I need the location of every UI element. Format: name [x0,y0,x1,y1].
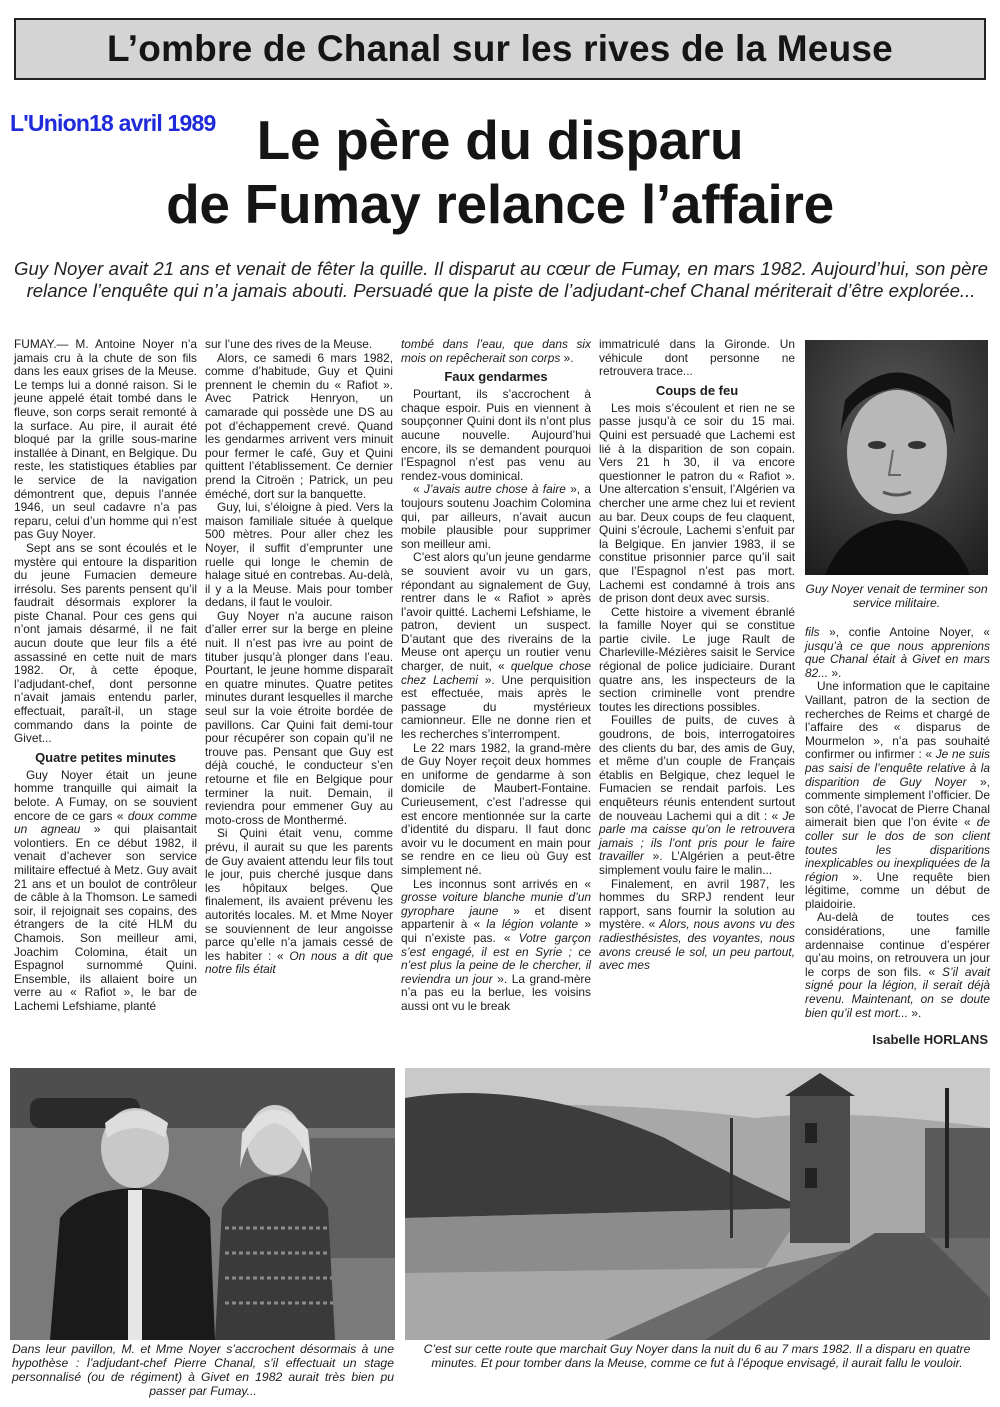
kicker-banner [14,18,986,80]
paragraph: fils », confie Antoine Noyer, « jusqu’à ce que nous apprenions que Chanal était à Givet en mars 82... ». [805,625,990,680]
road-photo [405,1068,990,1340]
headline [0,108,1000,236]
paragraph: Guy Noyer était un jeune homme tranquille qui aimait la belote. A Fumay, on se souvient encore de ce gars « doux comme un agneau » qui plaisantait volontiers. En ce début 1982, il venait d’achever son service militaire effectué à Metz. Guy avait 21 ans et un boulot de contrôleur de câble à la Thomson. Le samedi soir, il rejoignait ses copains, des étrangers de la cité HLM du Chamois. Son meilleur ami, Joachim Colomina, était un Espagnol surnommé Quini. Ensemble, ils allaient boire un verre au « Rafiot », le bar de Lachemi Lefshiame, planté [14,767,197,1013]
paragraph: « J’avais autre chose à faire », a toujours soutenu Joachim Colomina qui, par ailleurs, n’avait aucun mobile plausible pour supprimer son meilleur ami. [401,482,592,551]
headline-line-2: de Fumay relance l’affaire [166,173,834,235]
paragraph: immatriculé dans la Gironde. Un véhicule dont personne ne retrouvera trace... [599,337,795,379]
portrait-photo [805,340,988,575]
paragraph: sur l’une des rives de la Meuse. [205,337,373,351]
kicker-text: L’ombre de Chanal sur les rives de la Meuse [107,28,893,69]
paragraph: C’est alors qu’un jeune gendarme se souvient avoir vu un gars, répondant au signalement de Guy, rentrer dans le « Rafiot » après l’avoir quitté. Lachemi Lefshiame, le patron, devient un suspect. D’autant que des riverains de la Meuse ont aperçu un routier venu charger, de nuit, « quelque chose chez Lachemi ». Une perquisition est effectuée, mais après le passage du mystérieux camionneur. Elle ne donne rien et les recherches s’interrompent. [401,550,592,742]
article-column-1 [14,338,197,1014]
paragraph: FUMAY.— M. Antoine Noyer n’a jamais cru à la chute de son fils dans les eaux grises de la Meuse. Le temps lui a donné raison. Si le jeune appelé était tombé dans le fleuve, son corps serait remonté à la surface. Au pire, il aurait été bloqué par la grille sous-marine installée à Dinant, en Belgique. Du reste, les statistiques établies par le service de la navigation démontrent que, depuis l’année 1946, un seul cadavre n’a pas reparu, celui d’un homme qui n’est pas Guy Noyer. [14,337,197,542]
paragraph: Au-delà de toutes ces considérations, une famille ardennaise continue d’espérer qu’au moins, on retrouvera un jour le corps de son fils. « S’il avait signé pour la légion, il serait déjà revenu. Maintenant, on se doute bien qu’il est mort... ». [805,910,990,1020]
subheading: Coups de feu [655,382,739,398]
paragraph: Finalement, en avril 1987, les hommes du SRPJ rendent leur rapport, sans fournir la solution au mystère. « Alors, nous avons vu des radiesthésistes, des voyantes, nous avons creusé le sol, un peu partout, avec mes [599,876,796,973]
headline-line-1: Le père du disparu [256,109,744,171]
article-column-5 [805,626,990,1020]
portrait-image [805,340,988,575]
paragraph: Le 22 mars 1982, la grand-mère de Guy Noyer reçoit deux hommes en uniforme de gendarme à son domicile de Maubert-Fontaine. Curieusement, c’est l’adresse qui est encore mentionnée sur la carte d’identité du disparu. Il faut donc avoir vu le document en main pour se rendre en ce lieu où Guy est simplement né. [401,740,591,877]
subheading: Quatre petites minutes [35,749,176,765]
article-column-2 [205,338,393,977]
paragraph: tombé dans l’eau, que dans six mois on repêcherait son corps ». [401,337,591,365]
paragraph: Alors, ce samedi 6 mars 1982, comme d’habitude, Guy et Quini prennent le chemin du « Rafiot ». Avec Patrick Henryon, un camarade qui possède une DS au pot d’échappement crevé. Quand les gendarmes arrivent vers minuit pour fermer le café, Guy et Quini quittent l’établissement. Ce dernier prend la Citroën ; Patrick, un peu éméché, dort sur la banquette. [205,350,393,501]
paragraph: Cette histoire a vivement ébranlé la famille Noyer qui se constitue partie civile. Le juge Rault de Charleville-Mézières saisit le Service régional de police judiciaire. Durant quatre ans, les inspecteurs de la section criminelle vont prendre toutes les directions possibles. [599,604,795,714]
author-byline: Isabelle HORLANS [872,1032,988,1047]
couple-caption: Dans leur pavillon, M. et Mme Noyer s’accrochent désormais à une hypothèse : l’adjudant-chef Pierre Chanal, s’il effectuait un stage personnalisé (ou de régiment) à Givet en 1982 aurait très bien pu passer par Fumay... [12,1342,394,1398]
paragraph: Fouilles de puits, de cuves à goudrons, de bois, interrogatoires des clients du bar, des amis de Guy, et même d’un couple de Français établis en Belgique, chez lequel le Fumacien se rendait parfois. Les enquêteurs réunis entendent surtout de nouveau Lachemi qui a dit : « Je parle ma caisse qu’on le retrouvera jamais ; ils l’ont pris pour le faire travailler ». L’Algérien a peut-être simplement voulu faire le malin... [599,713,795,877]
subheading: Faux gendarmes [444,369,548,385]
couple-image [10,1068,395,1340]
paragraph: Les inconnus sont arrivés en « grosse voiture blanche munie d’un gyrophare jaune » et disent appartenir à « la légion volante » qui n’existe pas. « Votre garçon s’est engagé, il est en Syrie ; ce n’est plus la peine de le chercher, il reviendra un jour ». La grand-mère n’a pas eu la berlue, les voisins aussi ont vu le break [401,876,591,1013]
article-column-4 [599,338,795,973]
article-column-3 [401,338,591,1014]
paragraph: Une information que le capitaine Vaillant, patron de la section de recherches de Reims et chargé de l’affaire des « disparus de Mourmelon », n’a pas souhaité confirmer ou infirmer : « Je ne suis pas saisi de l’enquête relative à la disparition de Guy Noyer », commente simplement l’officier. De son côté, l’avocat de Pierre Chanal aimerait bien que l’on évite « de coller sur le dos de son client toutes les disparitions inexplicables ou inexpliquées de la région ». Une requête bien légitime, comme un début de plaidoirie. [805,679,990,911]
lead-paragraph: Guy Noyer avait 21 ans et venait de fêter la quille. Il disparut au cœur de Fumay, en mars 1982. Aujourd’hui, son père relance l’enquête qui n’a jamais abouti. Persuadé que la piste de l’adjudant-chef Chanal mériterait d’être explorée... [14,258,988,301]
road-caption: C’est sur cette route que marchait Guy Noyer dans la nuit du 6 au 7 mars 1982. Il a disparu en quatre minutes. Et pour tomber dans la Meuse, comme ce fut à l’époque envisagé, il aurait fallu le vouloir. [423,1342,971,1370]
paragraph: Guy Noyer n’a aucune raison d’aller errer sur la berge en pleine nuit. Il n’est pas ivre au point de tituber jusqu’à plonger dans l’eau. Pourtant, le jeune homme disparaît en quatre minutes. Quatre petites minutes durant lesquelles il marche seul sur la voie étroite bordée de pavillons. Car Quini fait demi-tour pour récupérer son copain qu’il ne trouve pas. Pensant que Guy est déjà couché, le conducteur s’en retourne et file en Belgique pour terminer la nuit. Demain, il reviendra pour emmener Guy au moto-cross de Monthermé. [205,608,393,827]
paragraph: Guy, lui, s’éloigne à pied. Vers la maison familiale située à quelque 500 mètres. Pour aller chez les Noyer, il suffit d’emprunter une ruelle qui longe le chemin de halage situé en contrebas. Au-delà, il y a la Meuse. Mais pour tomber dedans, il faut le vouloir. [205,500,393,610]
portrait-caption: Guy Noyer venait de terminer son service militaire. [805,582,988,610]
road-image [405,1068,990,1340]
paragraph: Pourtant, ils s’accrochent à chaque espoir. Puis en viennent à soupçonner Quini dont ils n’ont plus aucune nouvelle. Aujourd’hui encore, ils se demandent pourquoi l’Espagnol n’est pas venu au rendez-vous dominical. [401,387,591,483]
paragraph: Les mois s’écoulent et rien ne se passe jusqu’à ce soir du 15 mai. Quini est persuadé que Lachemi est lié à la disparition de son copain. Vers 21 h 30, il va encore questionner le patron du « Rafiot ». Une altercation s’ensuit, l’Algérien va chercher une arme chez lui et revient au bar. Deux coups de feu claquent, Quini s’écroule, Lachemi s’enfuit par la Belgique. En janvier 1983, il se constitue prisonnier parce qu’il sait que l’Espagnol n’est pas mort. Lachemi est condamné à trois ans de prison dont deux avec sursis. [599,400,795,606]
source-annotation: L'Union18 avril 1989 [10,110,216,136]
couple-photo [10,1068,395,1340]
paragraph: Sept ans se sont écoulés et le mystère qui entoure la disparition du jeune Fumacien demeure irrésolu. Ses parents pensent qu’il faudrait désormais explorer la piste Chanal. Pour ces gens qui n’ont jamais désarmé, il ne fait aucun doute que leur fils a été assassiné en cette nuit de mars 1982. Or, à cette époque, l’adjudant-chef, dont personne n’avait jamais entendu parler, effectuait, paraît-il, un stage commando dans la pointe de Givet... [14,540,197,746]
paragraph: Si Quini était venu, comme prévu, il aurait su que les parents de Guy avaient attendu leur fils tout le jour, puis cherché jusque dans les hôpitaux belges. Que finalement, ils avaient prévenu les autorités locales. M. et Mme Noyer se souviennent de leur angoisse parce qu’elle n’a jamais cessé de les habiter : « On nous a dit que notre fils était [205,826,393,977]
